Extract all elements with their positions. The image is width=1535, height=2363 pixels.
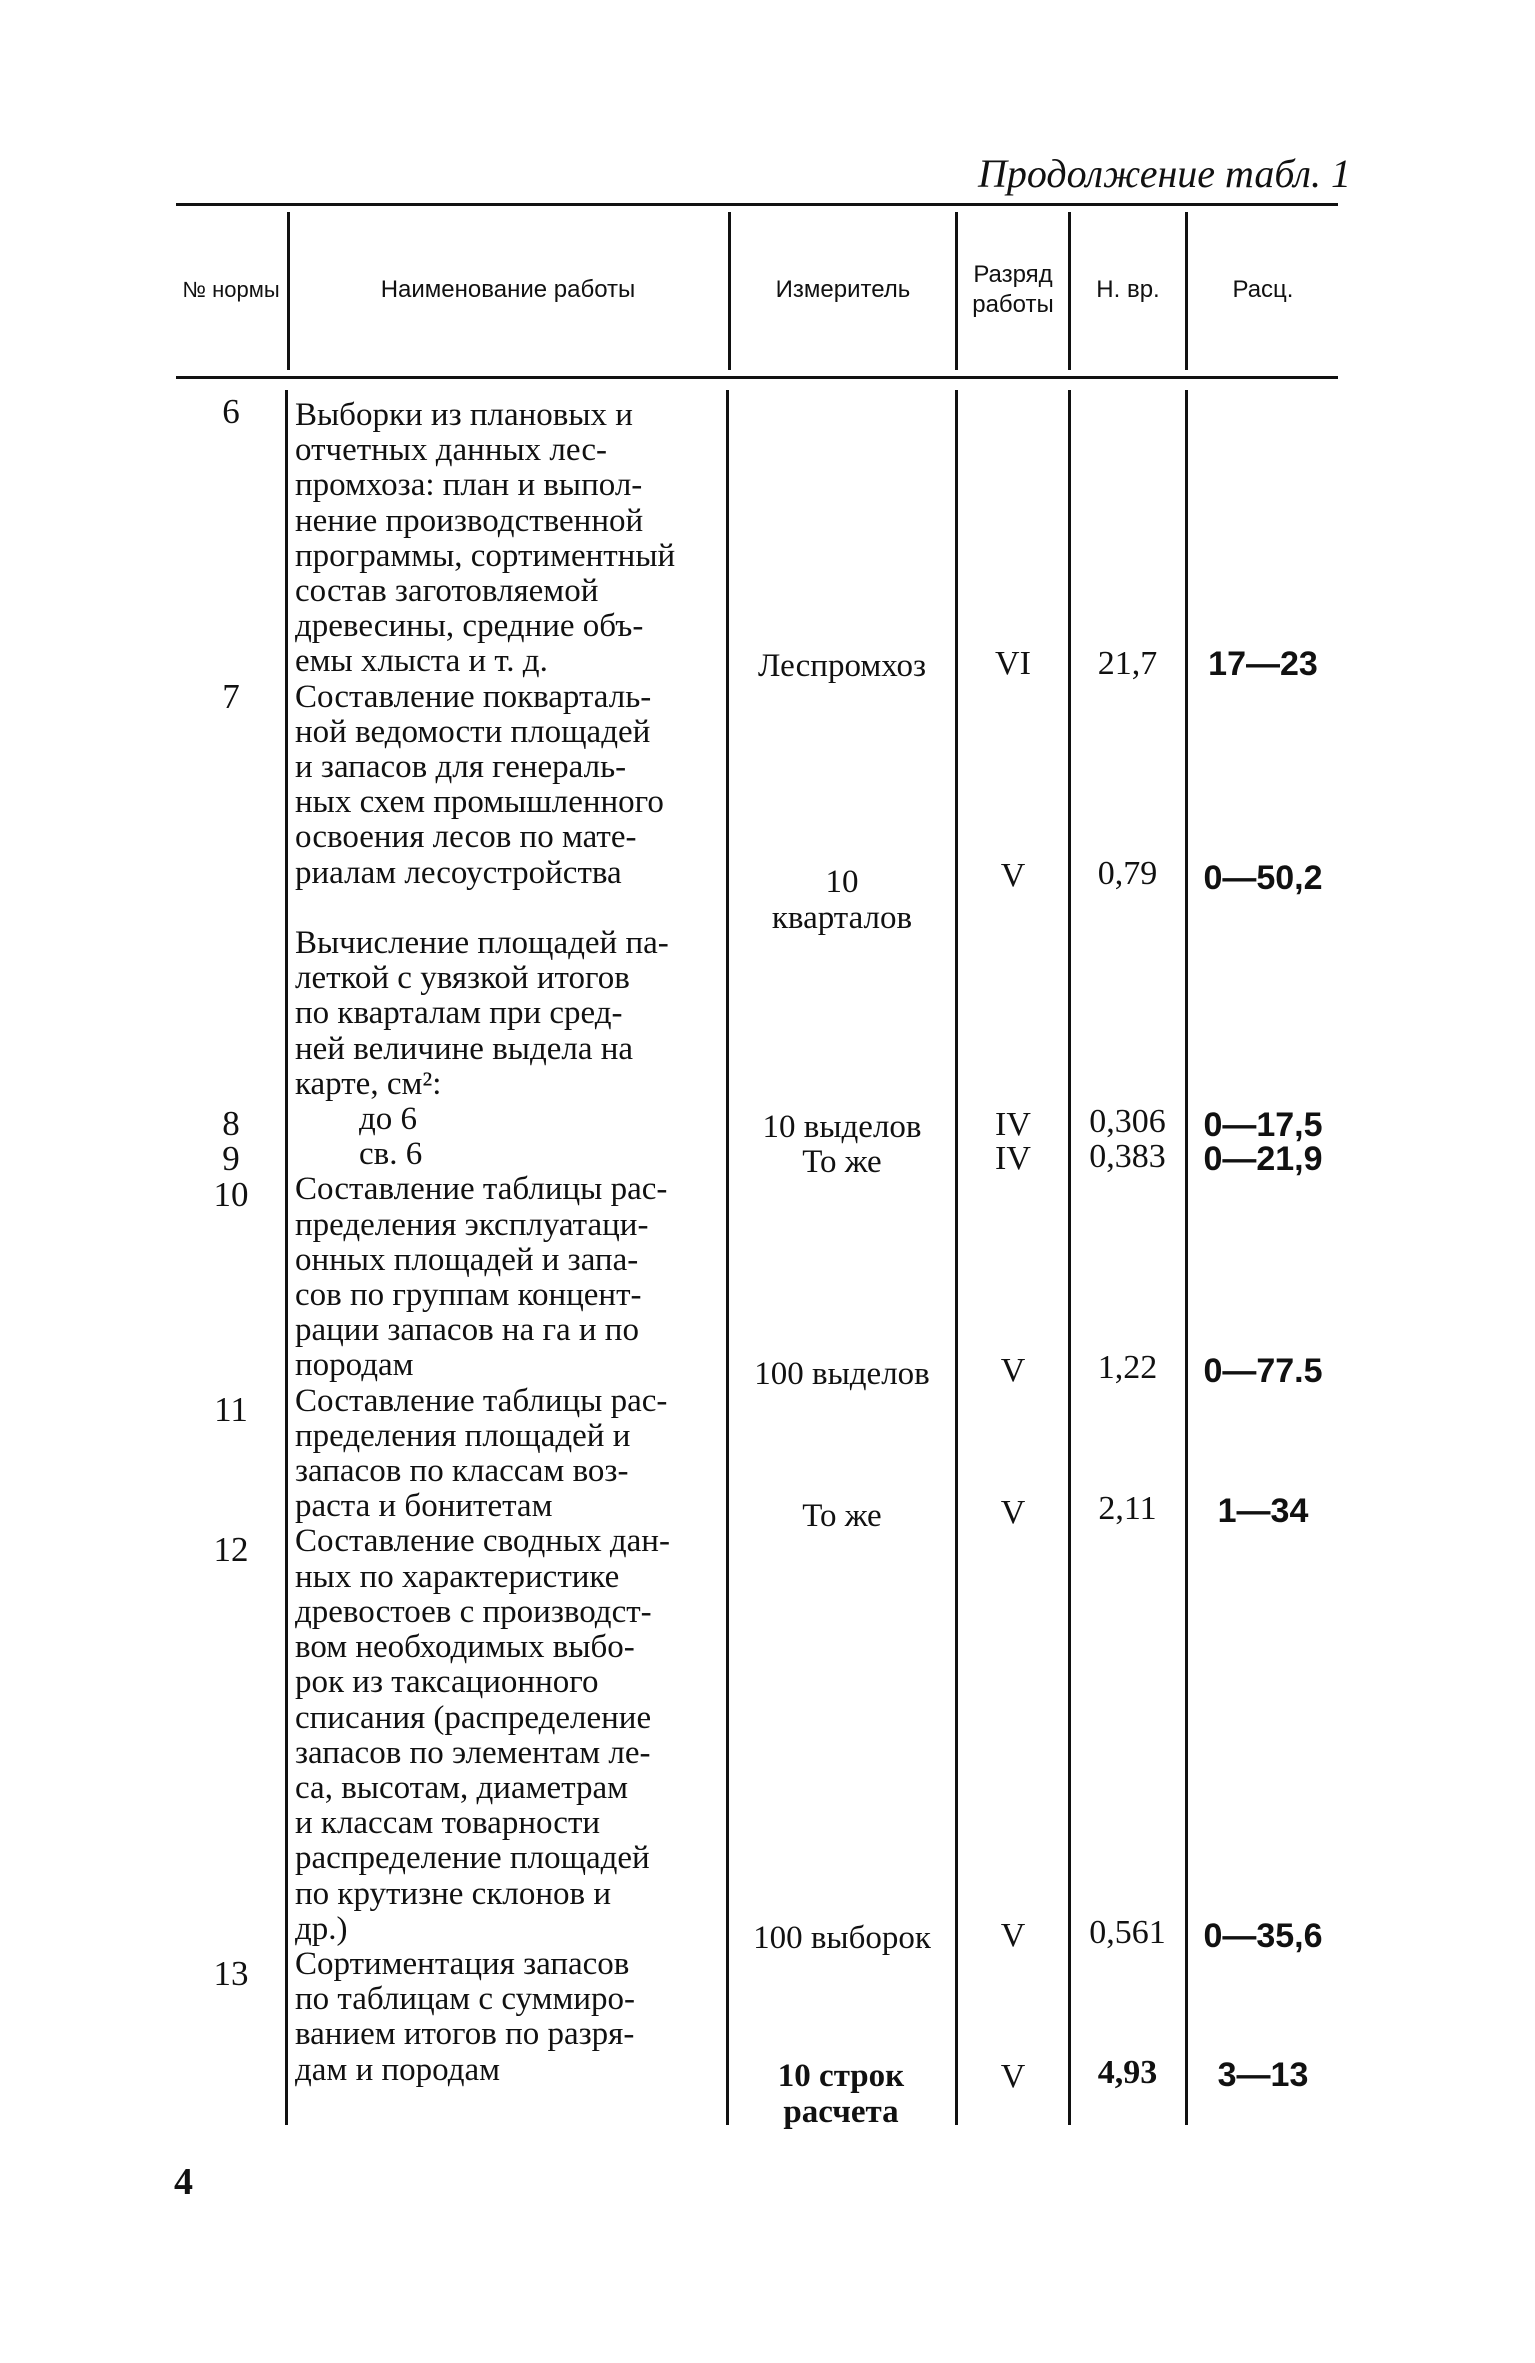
work-name-spacer bbox=[295, 891, 727, 926]
header-grade bbox=[958, 215, 1068, 365]
header-time bbox=[1071, 215, 1185, 365]
header-name bbox=[290, 215, 726, 365]
body-divider bbox=[285, 390, 288, 2125]
header-name-label: Наименование работы bbox=[380, 276, 636, 303]
grade-cell: IV bbox=[995, 1106, 1031, 1143]
measure-cell: То же bbox=[802, 1498, 882, 1534]
work-name-column bbox=[295, 398, 727, 2088]
work-name-line: св. 6 bbox=[359, 1136, 423, 1173]
work-name-line: по кварталам при сред- bbox=[295, 995, 623, 1032]
work-name-line: рок из таксационного bbox=[295, 1664, 599, 1701]
work-name-line: дам и породам bbox=[295, 2051, 501, 2088]
grade-cell: V bbox=[1000, 1352, 1026, 1389]
rate-cell: 0—35,6 bbox=[1203, 1917, 1323, 1955]
work-name-line: Составление таблицы рас- bbox=[295, 1171, 668, 1208]
work-name-line: освоения лесов по мате- bbox=[295, 819, 637, 856]
work-name-line: программы, сортиментный bbox=[295, 537, 676, 574]
grade-cell: V bbox=[1000, 857, 1026, 894]
measure-cell: 100 выборок bbox=[753, 1920, 931, 1956]
norm-number: 9 bbox=[222, 1139, 240, 1178]
work-name-line: Составление покварталь- bbox=[295, 678, 652, 715]
measure-cell: 100 выделов bbox=[754, 1356, 930, 1392]
work-name-line: сов по группам концент- bbox=[295, 1277, 642, 1314]
work-name-line: древостоев с производст- bbox=[295, 1593, 652, 1630]
norm-number: 10 bbox=[213, 1175, 249, 1214]
work-name-line: ней величине выдела на bbox=[295, 1030, 634, 1067]
work-name-line: онных площадей и запа- bbox=[295, 1241, 639, 1278]
work-name-line: пределения площадей и bbox=[295, 1417, 631, 1454]
work-name-line: Сортиментация запасов bbox=[295, 1945, 630, 1982]
work-name-line: списания (распределение bbox=[295, 1699, 652, 1736]
work-name-line: запасов по элементам ле- bbox=[295, 1734, 651, 1771]
time-cell: 0,383 bbox=[1089, 1138, 1166, 1175]
time-cell: 0,561 bbox=[1089, 1914, 1166, 1951]
rate-cell: 1—34 bbox=[1217, 1492, 1309, 1530]
work-name-line: ной ведомости площадей bbox=[295, 713, 651, 750]
page-number: 4 bbox=[174, 2161, 193, 2203]
measure-cell: То же bbox=[802, 1144, 882, 1180]
work-name-line: нение производственной bbox=[295, 502, 644, 539]
header-rate-label: Расц. bbox=[1232, 276, 1294, 303]
work-name-line: пределения эксплуатаци- bbox=[295, 1206, 649, 1243]
norm-number: 13 bbox=[213, 1954, 249, 1993]
work-name-line: др.) bbox=[295, 1910, 348, 1947]
work-name-line: древесины, средние объ- bbox=[295, 608, 644, 645]
grade-cell: VI bbox=[995, 645, 1031, 682]
time-cell: 4,93 bbox=[1097, 2054, 1158, 2091]
header-num bbox=[176, 215, 286, 365]
rate-cell: 3—13 bbox=[1217, 2056, 1309, 2094]
rate-cell: 0—21,9 bbox=[1203, 1140, 1323, 1178]
work-name-line: са, высотам, диаметрам bbox=[295, 1769, 628, 1806]
measure-cell: 10 строк расчета bbox=[777, 2058, 905, 2130]
work-name-line: рации запасов на га и по bbox=[295, 1312, 639, 1349]
work-name-line: ных по характеристике bbox=[295, 1558, 620, 1595]
rate-cell: 0—77.5 bbox=[1203, 1352, 1323, 1390]
header-meas bbox=[731, 215, 955, 365]
grade-cell: IV bbox=[995, 1140, 1031, 1177]
header-num-label: № нормы bbox=[182, 277, 280, 302]
work-name-line: породам bbox=[295, 1347, 414, 1384]
work-name-line: Составление таблицы рас- bbox=[295, 1382, 668, 1419]
grade-cell: V bbox=[1000, 1494, 1026, 1531]
time-cell: 21,7 bbox=[1097, 645, 1158, 682]
work-name-line: и запасов для генераль- bbox=[295, 749, 627, 786]
norm-number: 7 bbox=[222, 677, 240, 716]
header-grade-label: Разряд работы bbox=[972, 261, 1054, 318]
work-name-line: до 6 bbox=[359, 1101, 418, 1138]
norm-number: 8 bbox=[222, 1104, 240, 1143]
header-rate bbox=[1188, 215, 1338, 365]
work-name-line: карте, см²: bbox=[295, 1065, 442, 1102]
measure-cell: Леспромхоз bbox=[758, 648, 926, 684]
work-name-line: леткой с увязкой итогов bbox=[295, 960, 630, 997]
work-name-line: распределение площадей bbox=[295, 1840, 650, 1877]
work-name-line: риалам лесоустройства bbox=[295, 854, 622, 891]
work-name-line: емы хлыста и т. д. bbox=[295, 643, 548, 680]
measure-cell: 10 кварталов bbox=[771, 864, 913, 936]
table-top-rule bbox=[176, 203, 1338, 206]
rate-cell: 17—23 bbox=[1208, 645, 1318, 683]
header-bottom-rule bbox=[176, 376, 1338, 379]
rate-cell: 0—50,2 bbox=[1203, 859, 1323, 897]
work-name-line: и классам товарности bbox=[295, 1805, 601, 1842]
time-cell: 0,306 bbox=[1089, 1103, 1166, 1140]
work-name-line: запасов по классам воз- bbox=[295, 1453, 629, 1490]
work-name-line: по таблицам с суммиро- bbox=[295, 1981, 636, 2018]
work-name-line: Выборки из плановых и bbox=[295, 397, 633, 433]
work-name-line: Вычисление площадей па- bbox=[295, 925, 669, 962]
norm-number: 6 bbox=[222, 392, 240, 431]
header-time-label: Н. вр. bbox=[1096, 276, 1160, 303]
time-cell: 1,22 bbox=[1097, 1349, 1158, 1386]
grade-cell: V bbox=[1000, 1917, 1026, 1954]
work-name-line: состав заготовляемой bbox=[295, 573, 599, 610]
work-name-line: ванием итогов по разря- bbox=[295, 2016, 635, 2053]
work-name-line: промхоза: план и выпол- bbox=[295, 467, 643, 504]
norm-number: 12 bbox=[213, 1530, 249, 1569]
work-name-line: раста и бонитетам bbox=[295, 1488, 553, 1525]
time-cell: 0,79 bbox=[1097, 855, 1158, 892]
work-name-line: вом необходимых выбо- bbox=[295, 1629, 635, 1666]
grade-cell: V bbox=[1000, 2058, 1026, 2095]
work-name-line: ных схем промышленного bbox=[295, 784, 664, 821]
work-name-line: по крутизне склонов и bbox=[295, 1875, 611, 1912]
time-cell: 2,11 bbox=[1098, 1490, 1157, 1527]
measure-cell: 10 выделов bbox=[762, 1109, 922, 1145]
header-meas-label: Измеритель bbox=[775, 276, 911, 303]
table-caption: Продолжение табл. 1 bbox=[977, 151, 1351, 196]
work-name-line: отчетных данных лес- bbox=[295, 432, 607, 469]
work-name-line: Составление сводных дан- bbox=[295, 1523, 670, 1560]
rate-cell: 0—17,5 bbox=[1203, 1106, 1323, 1144]
norm-number: 11 bbox=[214, 1390, 248, 1429]
